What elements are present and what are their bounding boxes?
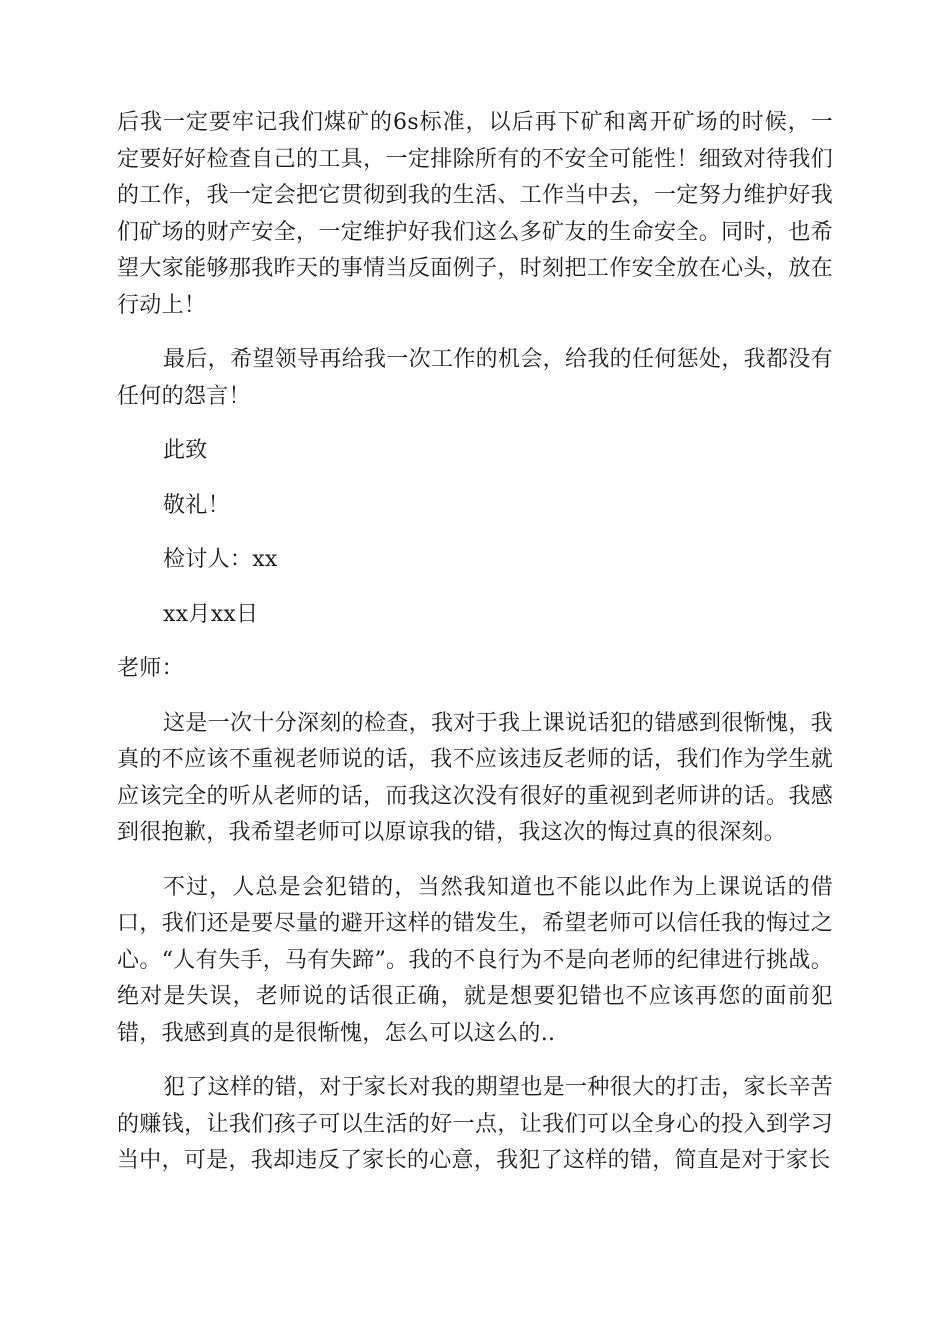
closing-line-2: 敬礼！ — [163, 492, 230, 518]
paragraph-continuation: 后我一定要牢记我们煤矿的6s标准，以后再下矿和离开矿场的时候，一定要好好检查自己的工具，一定排除所有的不安全可能性！细致对待我们的工作，我一定会把它贯彻到我的生活、工作当中去，一定努力维护好我们矿场的财产安全，一定维护好我们这么多矿友的生命安全。同时，也希望大家能够那我昨天的事情当反面例子，时刻把工作安全放在心头，放在行动上！ — [117, 110, 833, 318]
document-body — [117, 105, 833, 1198]
paragraph-apology-1: 这是一次十分深刻的检查，我对于我上课说话犯的错感到很惭愧，我真的不应该不重视老师说的话，我不应该违反老师的话，我们作为学生就应该完全的听从老师的话，而我这次没有很好的重视到老师讲的话。我感到很抱歉，我希望老师可以原谅我的错，我这次的悔过真的很深刻。 — [117, 710, 833, 845]
paragraph-apology-2: 不过，人总是会犯错的，当然我知道也不能以此作为上课说话的借口，我们还是要尽量的避开这样的错发生，希望老师可以信任我的悔过之心。“人有失手，马有失蹄”。我的不良行为不是向老师的纪律进行挑战。绝对是失误，老师说的话很正确，就是想要犯错也不应该再您的面前犯错，我感到真的是很惭愧，怎么可以这么的.. — [117, 874, 833, 1046]
paragraph-final-request: 最后，希望领导再给我一次工作的机会，给我的任何惩处，我都没有任何的怨言！ — [117, 347, 833, 409]
date-line: xx月xx日 — [163, 601, 259, 627]
closing-line-1: 此致 — [163, 438, 208, 463]
paragraph-apology-3: 犯了这样的错，对于家长对我的期望也是一种很大的打击，家长辛苦的赚钱，让我们孩子可以生活的好一点，让我们可以全身心的投入到学习当中，可是，我却违反了家长的心意，我犯了这样的错，简直是对于家长 — [117, 1075, 833, 1173]
salutation: 老师： — [117, 656, 184, 681]
signature-line: 检讨人：xx — [163, 547, 278, 572]
